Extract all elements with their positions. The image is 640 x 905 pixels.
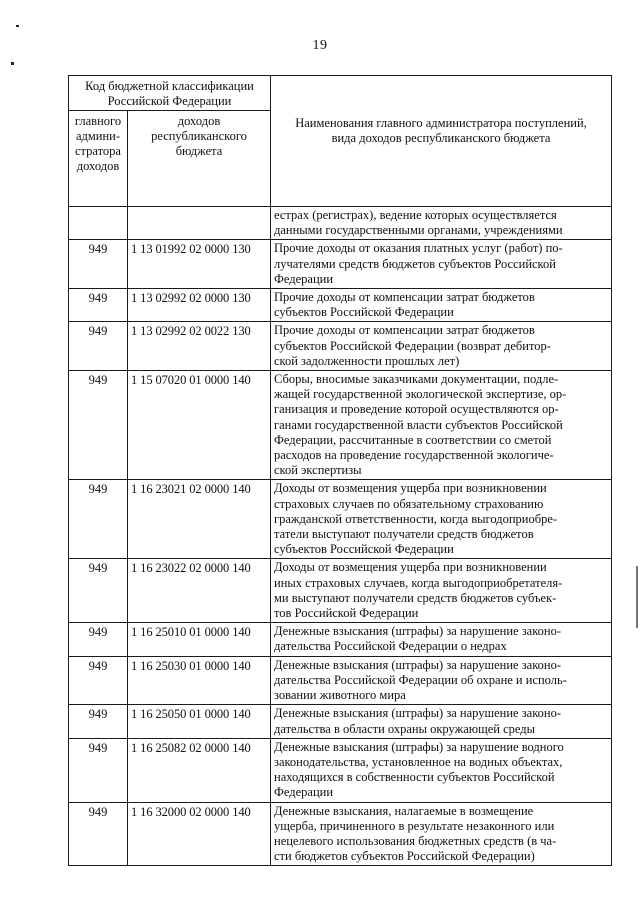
revenue-name-line: ской экспертизы bbox=[274, 463, 362, 478]
table-row bbox=[69, 802, 612, 866]
table-row bbox=[69, 559, 612, 623]
header-line: бюджета bbox=[175, 144, 223, 158]
revenue-name-line: естрах (регистрах), ведение которых осуществляется bbox=[274, 208, 557, 222]
admin-code-cell: 949 bbox=[69, 322, 128, 371]
revenue-code-cell: 1 13 02992 02 0022 130 bbox=[128, 322, 271, 371]
table-row bbox=[69, 623, 612, 656]
scan-mark bbox=[11, 62, 14, 65]
header-line: Код бюджетной классификации bbox=[85, 79, 254, 93]
header-name-column bbox=[271, 76, 612, 207]
revenue-name-line: законодательства, установленное на водных объектах, bbox=[274, 754, 563, 769]
revenue-code-cell: 1 16 25082 02 0000 140 bbox=[128, 738, 271, 802]
revenue-name-line: гражданской ответственности, когда выгодоприобре- bbox=[274, 511, 558, 526]
admin-code-cell: 949 bbox=[69, 738, 128, 802]
table-header-row bbox=[69, 76, 612, 111]
revenue-name-cell bbox=[271, 623, 612, 656]
revenue-name-line: ской задолженности прошлых лет) bbox=[274, 353, 460, 368]
revenue-name-line: жащей государственной экологической экспертизе, ор- bbox=[274, 387, 567, 402]
revenue-name-line: Сборы, вносимые заказчиками документации, подле- bbox=[274, 372, 559, 387]
revenue-name-line: Доходы от возмещения ущерба при возникновении bbox=[274, 481, 547, 496]
revenue-name-line: Денежные взыскания (штрафы) за нарушение законо- bbox=[274, 624, 562, 639]
revenue-name-line: Прочие доходы от компенсации затрат бюджетов bbox=[274, 290, 535, 305]
revenue-name-line: страховых случаев по обязательному страхованию bbox=[274, 496, 544, 511]
revenue-name-cell bbox=[271, 371, 612, 480]
table-row bbox=[69, 705, 612, 738]
header-line: доходов bbox=[177, 114, 221, 128]
revenue-name-line: Доходы от возмещения ущерба при возникновении bbox=[274, 560, 547, 575]
admin-code-cell: 949 bbox=[69, 480, 128, 559]
admin-code-cell: 949 bbox=[69, 240, 128, 289]
revenue-name-line: данными государственными органами, учреждениями bbox=[274, 223, 563, 238]
table-row bbox=[69, 289, 612, 322]
revenue-name-line: ущерба, причиненного в результате незаконного или bbox=[274, 818, 555, 833]
admin-code-cell bbox=[69, 207, 128, 240]
revenue-name-line: сти бюджетов субъектов Российской Федерации) bbox=[274, 849, 535, 864]
header-line: админи- bbox=[75, 129, 121, 143]
revenue-name-cell bbox=[271, 705, 612, 738]
admin-code-cell: 949 bbox=[69, 705, 128, 738]
table-row bbox=[69, 656, 612, 705]
revenue-name-cell bbox=[271, 240, 612, 289]
revenue-code-cell bbox=[128, 207, 271, 240]
revenue-name-line: находящихся в собственности субъектов Российской bbox=[274, 770, 555, 785]
revenue-name-line: Денежные взыскания, налагаемые в возмещение bbox=[274, 803, 534, 818]
revenue-code-cell: 1 16 25050 01 0000 140 bbox=[128, 705, 271, 738]
table-row bbox=[69, 240, 612, 289]
revenue-name-line: ми выступают получатели средств бюджетов субъек- bbox=[274, 590, 557, 605]
revenue-name-line: дательства Российской Федерации об охране и исполь- bbox=[274, 672, 567, 687]
admin-code-cell: 949 bbox=[69, 559, 128, 623]
revenue-name-line: лучателями средств бюджетов субъектов Российской bbox=[274, 256, 556, 271]
revenue-name-line: иных страховых случаев, когда выгодоприобретателя- bbox=[274, 575, 563, 590]
revenue-name-line: Денежные взыскания (штрафы) за нарушение водного bbox=[274, 739, 564, 754]
revenue-name-cell bbox=[271, 207, 612, 240]
revenue-name-line: Федерации, рассчитанные в соответствии со сметой bbox=[274, 432, 552, 447]
header-line: Наименования главного администратора поступлений, bbox=[295, 116, 587, 130]
revenue-name-cell bbox=[271, 738, 612, 802]
header-budget-code bbox=[69, 76, 271, 111]
header-line: республиканского bbox=[151, 129, 247, 143]
revenue-name-cell bbox=[271, 289, 612, 322]
header-line: доходов bbox=[76, 159, 120, 173]
revenue-name-line: расходов на проведение государственной экологиче- bbox=[274, 448, 554, 463]
admin-code-cell: 949 bbox=[69, 656, 128, 705]
revenue-code-cell: 1 15 07020 01 0000 140 bbox=[128, 371, 271, 480]
table-row bbox=[69, 322, 612, 371]
revenue-name-line: дательства в области охраны окружающей среды bbox=[274, 721, 536, 736]
page-number: 19 bbox=[312, 38, 328, 53]
header-line: главного bbox=[74, 114, 122, 128]
revenue-code-cell: 1 16 23022 02 0000 140 bbox=[128, 559, 271, 623]
revenue-name-line: Федерации bbox=[274, 271, 334, 286]
revenue-code-cell: 1 16 25010 01 0000 140 bbox=[128, 623, 271, 656]
revenue-classification-table bbox=[68, 75, 612, 866]
revenue-name-line: субъектов Российской Федерации (возврат дебитор- bbox=[274, 338, 551, 353]
revenue-code-cell: 1 16 32000 02 0000 140 bbox=[128, 802, 271, 866]
revenue-name-line: нецелевого использования бюджетных средств (в ча- bbox=[274, 833, 557, 848]
revenue-name-line: Федерации bbox=[274, 785, 334, 800]
revenue-name-cell bbox=[271, 656, 612, 705]
revenue-name-line: Денежные взыскания (штрафы) за нарушение законо- bbox=[274, 706, 562, 721]
table-row bbox=[69, 207, 612, 240]
table-row bbox=[69, 371, 612, 480]
revenue-name-line: тов Российской Федерации bbox=[274, 606, 419, 621]
revenue-code-cell: 1 13 01992 02 0000 130 bbox=[128, 240, 271, 289]
table-body bbox=[69, 207, 612, 866]
admin-code-cell: 949 bbox=[69, 289, 128, 322]
header-revenue-column bbox=[128, 111, 271, 207]
admin-code-cell: 949 bbox=[69, 623, 128, 656]
scan-mark bbox=[636, 566, 638, 628]
revenue-name-line: зовании животного мира bbox=[274, 688, 406, 703]
table-row bbox=[69, 738, 612, 802]
header-line: вида доходов республиканского бюджета bbox=[331, 131, 551, 145]
revenue-name-line: татели выступают получатели средств бюджетов bbox=[274, 527, 534, 542]
revenue-name-line: ганизация и проведение которой осуществляются ор- bbox=[274, 402, 559, 417]
header-admin-column bbox=[69, 111, 128, 207]
revenue-name-line: Прочие доходы от оказания платных услуг (работ) по- bbox=[274, 241, 563, 256]
revenue-name-line: дательства Российской Федерации о недрах bbox=[274, 639, 507, 654]
header-line: Российской Федерации bbox=[107, 94, 232, 108]
admin-code-cell: 949 bbox=[69, 371, 128, 480]
revenue-code-cell: 1 13 02992 02 0000 130 bbox=[128, 289, 271, 322]
revenue-name-line: Денежные взыскания (штрафы) за нарушение законо- bbox=[274, 657, 562, 672]
revenue-name-line: ганами государственной власти субъектов Российской bbox=[274, 417, 563, 432]
revenue-name-line: Прочие доходы от компенсации затрат бюджетов bbox=[274, 323, 535, 338]
revenue-name-line: субъектов Российской Федерации bbox=[274, 305, 454, 320]
revenue-name-cell bbox=[271, 802, 612, 866]
revenue-name-cell bbox=[271, 559, 612, 623]
revenue-name-line: субъектов Российской Федерации bbox=[274, 542, 454, 557]
revenue-code-cell: 1 16 23021 02 0000 140 bbox=[128, 480, 271, 559]
table-row bbox=[69, 480, 612, 559]
admin-code-cell: 949 bbox=[69, 802, 128, 866]
scan-mark bbox=[16, 25, 19, 27]
header-line: стратора bbox=[75, 144, 121, 158]
revenue-name-cell bbox=[271, 322, 612, 371]
revenue-code-cell: 1 16 25030 01 0000 140 bbox=[128, 656, 271, 705]
revenue-name-cell bbox=[271, 480, 612, 559]
